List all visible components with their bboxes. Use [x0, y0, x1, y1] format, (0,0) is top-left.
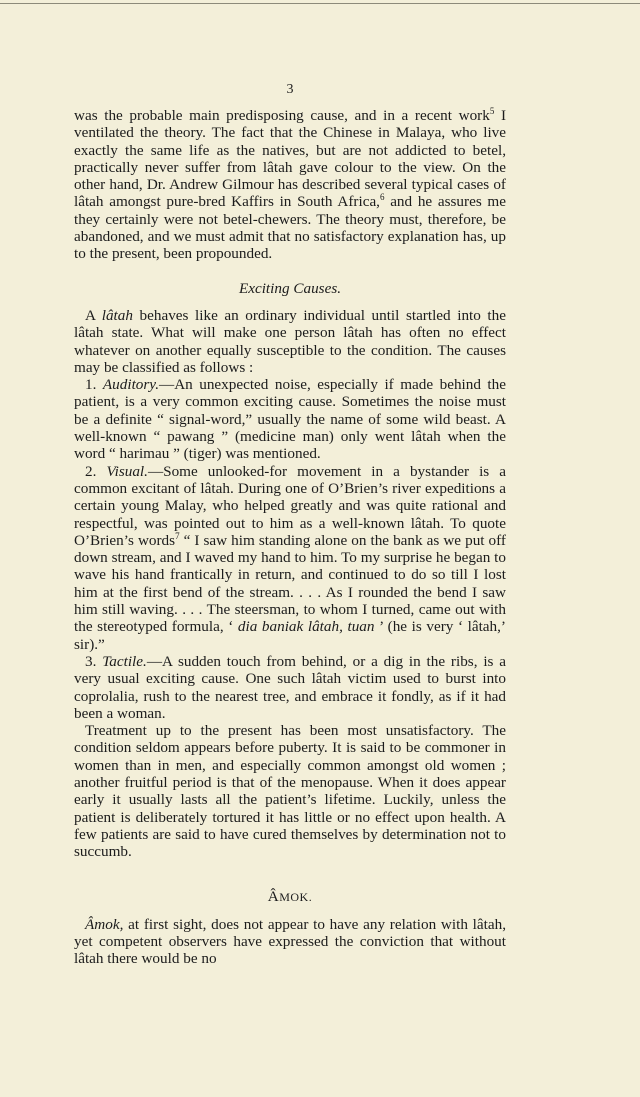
- paragraph-predisposing-cause: [74, 107, 506, 263]
- top-rule: [0, 3, 640, 4]
- item-text: —An unexpected noise, especially if made behind the patient, is a very common exciting cause. Sometimes the noise must be a definite “ signal-word,” usually the name of some wild beast. A well-known “ pawang ” (medicine man) only went lâtah when the word “ harimau ” (tiger) was mentioned.: [74, 376, 506, 463]
- list-item-tactile: [74, 653, 506, 722]
- page-number: 3: [286, 82, 294, 97]
- section-heading-amok: [74, 888, 506, 906]
- list-item-auditory: [74, 376, 506, 462]
- footnote-ref-6: 6: [379, 192, 385, 203]
- paragraph-treatment: Treatment up to the present has been most unsatisfactory. The condition seldom appears before puberty. It is said to be commoner in women than in men, and especially common amongst old women ; another fruitful period is that of the menopause. When it does appear early it usually lasts all the patient’s lifetime. Luckily, unless the patient is deliberately tortured it has little or no effect upon health. A few patients are said to have cured themselves by determination not to succumb.: [74, 722, 506, 861]
- paragraph-amok: [74, 916, 506, 968]
- item-title: Tactile.: [102, 652, 147, 670]
- paragraph-text: A: [85, 306, 102, 324]
- page-body: [74, 82, 506, 968]
- list-item-visual: [74, 463, 506, 653]
- italic-term: lâtah: [101, 306, 133, 324]
- paragraph-text: was the probable main predisposing cause, and in a recent work: [74, 107, 490, 124]
- heading-rest: MOK.: [279, 890, 313, 905]
- paragraph-text: behaves like an ordinary individual until startled into the lâtah state. What will make one person lâtah has often no effect whatever on another equally susceptible to the condition. The causes may be classified as follows :: [74, 306, 506, 376]
- italic-quote: dia baniak lâtah, tuan: [237, 618, 375, 636]
- item-number: 3.: [85, 652, 103, 670]
- item-text: “ I saw him standing alone on the bank as we put off down stream, and I waved my hand to him. To my surprise he began to wave his hand frantically in return, and continued to do so till I lost him at the first bend of the stream. . . . As I rounded the bend I saw him still waving. . . . The steersman, to whom I turned, came out with the stereotyped formula, ‘: [74, 531, 506, 636]
- section-heading-exciting-causes: Exciting Causes.: [238, 279, 342, 297]
- paragraph-text: and he assures me they certainly were not betel-chewers. The theory must, therefore, be abandoned, and we must admit that no satisfactory explanation has, up to the present, been propounded.: [74, 193, 506, 263]
- heading-initial: Â: [267, 888, 280, 906]
- item-number: 2.: [85, 462, 107, 480]
- paragraph-text: at first sight, does not appear to have any relation with lâtah, yet competent observers have expressed the conviction that without lâtah there would be no: [74, 915, 506, 968]
- item-text: —A sudden touch from behind, or a dig in the ribs, is a very usual exciting cause. One such lâtah victim used to burst into coprolalia, rush to the nearest tree, and embrace it fondly, as if it had been a woman.: [74, 652, 507, 722]
- item-number: 1.: [85, 376, 103, 394]
- paragraph-text: I ventilated the theory. The fact that the Chinese in Malaya, who live exactly the same life as the natives, but are not addicted to betel, practically never suffer from lâtah gave colour to the view. On the other hand, Dr. Andrew Gilmour has described several typical cases of lâtah amongst pure-bred Kaffirs in South Africa,: [74, 107, 507, 211]
- item-text: —Some unlooked-for movement in a bystander is a common excitant of lâtah. During one of O’Brien’s river expeditions a certain young Malay, who helped greatly and was quite rational and respectful, was pointed out to him as a well-known lâtah. To quote O’Brien’s words: [74, 462, 506, 549]
- item-title: Visual.: [106, 462, 148, 480]
- item-title: Auditory.: [102, 376, 159, 394]
- footnote-ref-7: 7: [175, 530, 180, 541]
- paragraph-latah-behaves: [74, 307, 506, 376]
- italic-term: Âmok,: [85, 915, 124, 933]
- footnote-ref-5: 5: [489, 105, 495, 116]
- item-text: ’ (he is very ‘ lâtah,’ sir).”: [74, 618, 506, 653]
